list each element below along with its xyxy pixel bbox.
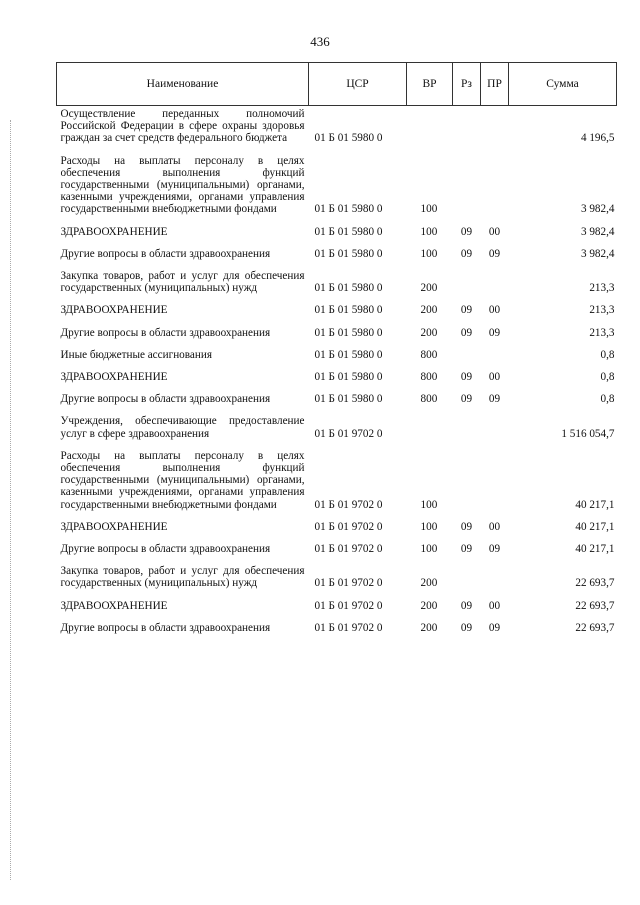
- cell-sum: 0,8: [600, 348, 615, 361]
- cell-name: Расходы на выплаты персоналу в целях обеспечения выполнения функций государственными (муниципальными) органами, казенными учреждениями, органами управления государственными внебюджетными фондами: [60, 449, 305, 511]
- cell-vr: 200: [420, 599, 438, 612]
- cell-rz: [453, 147, 481, 218]
- cell-csr: 01 Б 01 9702 0: [314, 599, 383, 612]
- table-header: [57, 63, 617, 106]
- table-body: [57, 106, 617, 637]
- table-row: [57, 592, 617, 614]
- cell-name: Закупка товаров, работ и услуг для обеспечения государственных (муниципальных) нужд: [60, 270, 305, 295]
- cell-csr: 01 Б 01 5980 0: [314, 247, 383, 260]
- cell-csr: 01 Б 01 5980 0: [314, 282, 383, 295]
- cell-rz: 09: [460, 304, 473, 317]
- cell-vr: 100: [420, 247, 438, 260]
- table-row: [57, 262, 617, 296]
- cell-vr: 100: [420, 498, 438, 511]
- cell-rz: [453, 442, 481, 513]
- cell-csr: 01 Б 01 9702 0: [314, 427, 383, 440]
- cell-sum: 0,8: [600, 371, 615, 384]
- cell-name: Иные бюджетные ассигнования: [60, 348, 212, 361]
- cell-rz: 09: [460, 247, 473, 260]
- cell-pr: 09: [488, 621, 501, 634]
- cell-rz: [453, 341, 481, 363]
- cell-name: ЗДРАВООХРАНЕНИЕ: [60, 371, 168, 384]
- cell-sum: 3 982,4: [580, 247, 615, 260]
- cell-sum: 213,3: [589, 326, 615, 339]
- cell-pr: 00: [488, 225, 501, 238]
- cell-pr: 00: [488, 599, 501, 612]
- cell-csr: 01 Б 01 9702 0: [314, 577, 383, 590]
- table-row: [57, 442, 617, 513]
- cell-name: Осуществление переданных полномочий Российской Федерации в сфере охраны здоровья граждан за счет средств федерального бюджета: [60, 108, 305, 145]
- table-row: [57, 363, 617, 385]
- header-csr: ЦСР: [309, 63, 407, 106]
- cell-csr: 01 Б 01 9702 0: [314, 543, 383, 556]
- cell-name: Другие вопросы в области здравоохранения: [60, 621, 271, 634]
- cell-vr: [407, 407, 453, 441]
- cell-rz: 09: [460, 225, 473, 238]
- cell-name: ЗДРАВООХРАНЕНИЕ: [60, 520, 168, 533]
- cell-vr: 100: [420, 203, 438, 216]
- cell-pr: [481, 341, 509, 363]
- table-row: [57, 218, 617, 240]
- table-row: [57, 407, 617, 441]
- cell-name: Закупка товаров, работ и услуг для обеспечения государственных (муниципальных) нужд: [60, 565, 305, 590]
- cell-vr: 800: [420, 348, 438, 361]
- cell-csr: 01 Б 01 5980 0: [314, 348, 383, 361]
- budget-table: [56, 62, 617, 636]
- cell-csr: 01 Б 01 5980 0: [314, 304, 383, 317]
- cell-name: Расходы на выплаты персоналу в целях обеспечения выполнения функций государственными (муниципальными) органами, казенными учреждениями, органами управления государственными внебюджетными фондами: [60, 154, 305, 216]
- header-sum: Сумма: [509, 63, 617, 106]
- cell-pr: [481, 262, 509, 296]
- table-row: [57, 614, 617, 636]
- cell-vr: 100: [420, 543, 438, 556]
- cell-vr: 800: [420, 393, 438, 406]
- cell-vr: 800: [420, 371, 438, 384]
- cell-rz: 09: [460, 599, 473, 612]
- cell-sum: 40 217,1: [575, 498, 615, 511]
- cell-name: Другие вопросы в области здравоохранения: [60, 543, 271, 556]
- table-row: [57, 240, 617, 262]
- cell-name: Другие вопросы в области здравоохранения: [60, 247, 271, 260]
- cell-sum: 0,8: [600, 393, 615, 406]
- cell-sum: 213,3: [589, 282, 615, 295]
- cell-name: Учреждения, обеспечивающие предоставление услуг в сфере здравоохранения: [60, 415, 305, 440]
- cell-pr: [481, 407, 509, 441]
- table-row: [57, 513, 617, 535]
- cell-sum: 40 217,1: [575, 520, 615, 533]
- cell-sum: 3 982,4: [580, 225, 615, 238]
- cell-csr: 01 Б 01 5980 0: [314, 203, 383, 216]
- cell-rz: [453, 407, 481, 441]
- table-row: [57, 296, 617, 318]
- cell-sum: 22 693,7: [575, 577, 615, 590]
- header-name: Наименование: [57, 63, 309, 106]
- cell-sum: 22 693,7: [575, 599, 615, 612]
- table-row: [57, 557, 617, 591]
- cell-sum: 40 217,1: [575, 543, 615, 556]
- cell-rz: 09: [460, 543, 473, 556]
- cell-vr: [407, 106, 453, 147]
- cell-vr: 200: [420, 304, 438, 317]
- cell-sum: 213,3: [589, 304, 615, 317]
- cell-csr: 01 Б 01 5980 0: [314, 326, 383, 339]
- cell-pr: [481, 147, 509, 218]
- cell-name: Другие вопросы в области здравоохранения: [60, 393, 271, 406]
- cell-csr: 01 Б 01 5980 0: [314, 371, 383, 384]
- cell-sum: 4 196,5: [580, 132, 615, 145]
- cell-csr: 01 Б 01 9702 0: [314, 520, 383, 533]
- cell-rz: 09: [460, 520, 473, 533]
- cell-name: ЗДРАВООХРАНЕНИЕ: [60, 225, 168, 238]
- table-row: [57, 319, 617, 341]
- cell-vr: 100: [420, 225, 438, 238]
- cell-rz: 09: [460, 371, 473, 384]
- table-row: [57, 341, 617, 363]
- cell-pr: [481, 106, 509, 147]
- cell-pr: 00: [488, 304, 501, 317]
- header-rz: Рз: [453, 63, 481, 106]
- cell-pr: 09: [488, 326, 501, 339]
- table-row: [57, 147, 617, 218]
- left-margin-dots: [10, 120, 12, 880]
- header-pr: ПР: [481, 63, 509, 106]
- cell-rz: 09: [460, 326, 473, 339]
- cell-rz: [453, 106, 481, 147]
- cell-name: Другие вопросы в области здравоохранения: [60, 326, 271, 339]
- cell-rz: 09: [460, 393, 473, 406]
- cell-csr: 01 Б 01 5980 0: [314, 225, 383, 238]
- cell-pr: 09: [488, 393, 501, 406]
- cell-sum: 3 982,4: [580, 203, 615, 216]
- cell-rz: [453, 262, 481, 296]
- cell-name: ЗДРАВООХРАНЕНИЕ: [60, 304, 168, 317]
- cell-rz: [453, 557, 481, 591]
- cell-vr: 200: [420, 577, 438, 590]
- cell-csr: 01 Б 01 5980 0: [314, 393, 383, 406]
- table-row: [57, 385, 617, 407]
- cell-pr: 00: [488, 520, 501, 533]
- cell-pr: 09: [488, 247, 501, 260]
- header-vr: ВР: [407, 63, 453, 106]
- cell-pr: [481, 442, 509, 513]
- cell-vr: 200: [420, 621, 438, 634]
- table-row: [57, 535, 617, 557]
- cell-rz: 09: [460, 621, 473, 634]
- cell-pr: 09: [488, 543, 501, 556]
- cell-sum: 22 693,7: [575, 621, 615, 634]
- cell-vr: 200: [420, 326, 438, 339]
- cell-vr: 100: [420, 520, 438, 533]
- cell-pr: 00: [488, 371, 501, 384]
- cell-csr: 01 Б 01 9702 0: [314, 621, 383, 634]
- cell-sum: 1 516 054,7: [561, 427, 615, 440]
- cell-csr: 01 Б 01 5980 0: [314, 132, 383, 145]
- cell-pr: [481, 557, 509, 591]
- cell-name: ЗДРАВООХРАНЕНИЕ: [60, 599, 168, 612]
- cell-vr: 200: [420, 282, 438, 295]
- page-number: 436: [310, 34, 330, 49]
- cell-csr: 01 Б 01 9702 0: [314, 498, 383, 511]
- table-row: [57, 106, 617, 147]
